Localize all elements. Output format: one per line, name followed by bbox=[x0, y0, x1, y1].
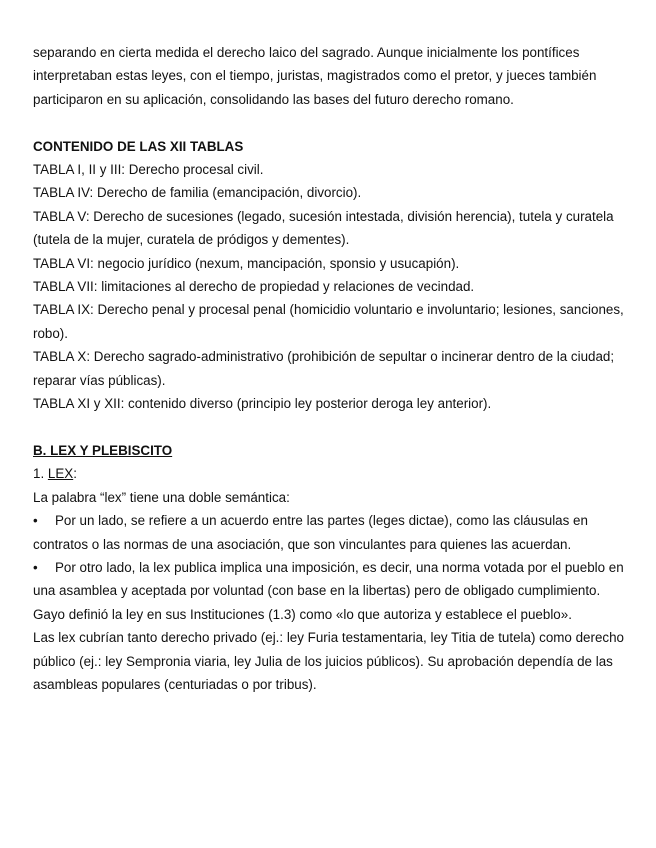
tabla-item: TABLA IX: Derecho penal y procesal penal (homicidio voluntario e involuntario; lesiones, sanciones, robo). bbox=[33, 302, 624, 341]
lex-sub-number: 1. bbox=[33, 466, 48, 482]
tabla-item: TABLA VI: negocio jurídico (nexum, mancipación, sponsio y usucapión). bbox=[33, 255, 460, 271]
tabla-item: TABLA XI y XII: contenido diverso (principio ley posterior deroga ley anterior). bbox=[33, 396, 492, 412]
lex-subheading bbox=[33, 462, 629, 485]
lex-sub-label: LEX bbox=[47, 466, 74, 482]
tabla-item: TABLA VII: limitaciones al derecho de propiedad y relaciones de vecindad. bbox=[33, 279, 475, 295]
document-page bbox=[33, 41, 629, 696]
tabla-item: TABLA IV: Derecho de familia (emancipación, divorcio). bbox=[33, 185, 362, 201]
bullet-symbol: • bbox=[33, 559, 38, 575]
tabla-item: TABLA V: Derecho de sucesiones (legado, sucesión intestada, división herencia), tutela y curatela (tutela de la mujer, curatela de pródigos y dementes). bbox=[33, 208, 614, 248]
bullet-symbol: • bbox=[33, 513, 38, 529]
tabla-item: TABLA I, II y III: Derecho procesal civil. bbox=[33, 162, 264, 178]
lex-sub-suffix: : bbox=[73, 466, 77, 482]
closing-paragraph: Las lex cubrían tanto derecho privado (ej.: ley Furia testamentaria, ley Titia de tutela) como derecho público (ej.: ley Sempronia viaria, ley Julia de los juicios públicos). Su aprobación dependía de las asambleas populares (centuriadas o por tribus). bbox=[33, 630, 624, 692]
spacer bbox=[33, 415, 629, 438]
bullet-text: Por un lado, se refiere a un acuerdo entre las partes (leges dictae), como las cláusulas en contratos o las normas de una asociación, que son vinculantes para quienes las acuerdan. bbox=[33, 513, 588, 552]
bullet-item bbox=[33, 556, 629, 626]
contenido-heading: CONTENIDO DE LAS XII TABLAS bbox=[33, 138, 244, 154]
spacer bbox=[33, 111, 629, 134]
bullet-text: Por otro lado, la lex publica implica una imposición, es decir, una norma votada por el pueblo en una asamblea y aceptada por voluntad (con base en la libertas) pero de obligado cumplimiento. Gayo definió la ley en sus Instituciones (1.3) como «lo que autoriza y establece el pueblo». bbox=[33, 559, 624, 622]
lex-intro: La palabra “lex” tiene una doble semántica: bbox=[33, 489, 290, 505]
tabla-item: TABLA X: Derecho sagrado-administrativo (prohibición de sepultar o incinerar dentro de la ciudad; reparar vías públicas). bbox=[33, 349, 615, 388]
intro-paragraph: separando en cierta medida el derecho laico del sagrado. Aunque inicialmente los pontífices interpretaban estas leyes, con el tiempo, juristas, magistrados como el pretor, y jueces también participaron en su aplicación, consolidando las bases del futuro derecho romano. bbox=[33, 45, 597, 107]
bullet-item bbox=[33, 509, 629, 556]
section-b-heading: B. LEX Y PLEBISCITO bbox=[33, 442, 173, 458]
